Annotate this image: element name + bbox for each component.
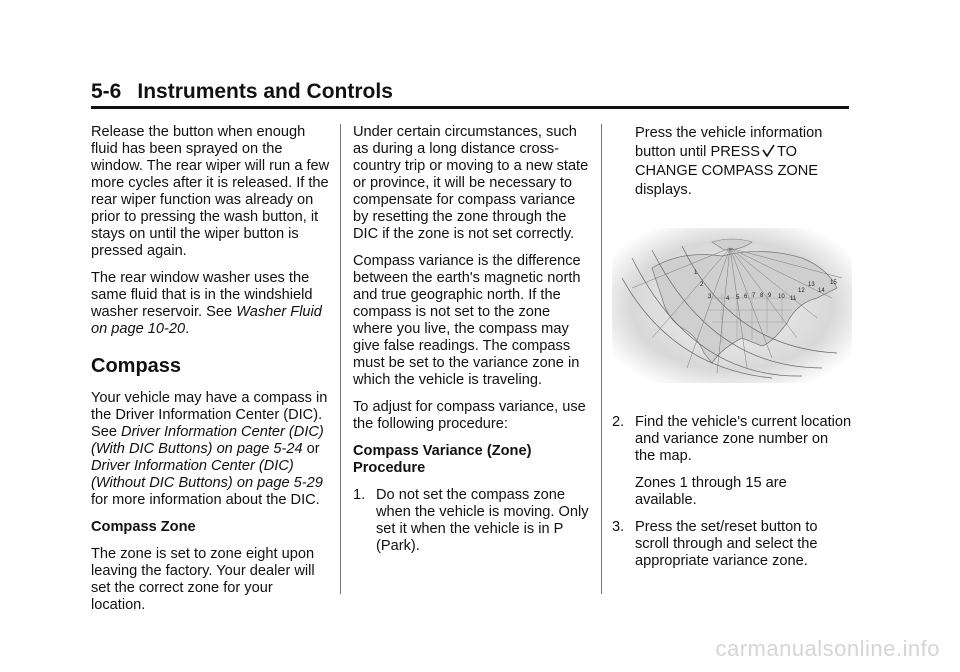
step-item <box>612 414 852 509</box>
dic-with-buttons-link[interactable]: Driver Information Center (DIC) (With DIC Buttons) on page 5-24 <box>91 424 324 457</box>
dic-without-buttons-link[interactable]: Driver Information Center (DIC) (Without DIC Buttons) on page 5-29 <box>91 458 323 491</box>
checkmark-icon <box>762 143 775 162</box>
zone-label: 1 <box>694 270 698 276</box>
step-note: Zones 1 through 15 are available. <box>635 475 787 508</box>
paragraph: To adjust for compass variance, use the following procedure: <box>353 399 586 432</box>
page-header <box>91 80 849 104</box>
procedure-steps <box>353 487 593 555</box>
compass-zone-map <box>612 228 852 383</box>
step-number: 1. <box>353 487 366 503</box>
step-text: Press the set/reset button to scroll through and select the appropriate variance zone. <box>635 519 818 569</box>
step-number: 3. <box>612 519 625 535</box>
paragraph <box>91 270 331 338</box>
text: Press the vehicle information button until PRESS <box>635 125 823 160</box>
step-text: Find the vehicle's current location and variance zone number on the map. <box>635 414 852 464</box>
header-rule <box>91 106 849 109</box>
watermark: carmanualsonline.info <box>715 636 940 661</box>
paragraph <box>612 124 852 200</box>
zone-label: 15 <box>830 280 837 286</box>
column-2 <box>353 124 593 565</box>
paragraph <box>91 390 331 509</box>
paragraph: Release the button when enough fluid has been sprayed on the window. The rear wiper will run a few more cycles after it is released. If the rear wiper function was already on prior to pressing the wash button, it stays on until the wiper button is pressed again. <box>91 124 330 259</box>
zone-label: 13 <box>808 282 815 288</box>
column-1 <box>91 124 331 624</box>
text: or <box>302 441 320 457</box>
paragraph: The zone is set to zone eight upon leaving the factory. Your dealer will set the correct zone for your location. <box>91 546 315 613</box>
subheading: Compass Zone <box>91 519 196 535</box>
step-item <box>353 487 593 555</box>
header-text <box>91 80 849 104</box>
column-divider <box>601 124 602 594</box>
zone-label: 5 <box>736 295 740 301</box>
zone-label: 14 <box>818 288 825 294</box>
zone-label: 9 <box>768 293 772 299</box>
zone-label: 11 <box>790 296 797 302</box>
zone-label: 4 <box>726 296 730 302</box>
step-number: 2. <box>612 414 625 430</box>
procedure-steps <box>612 414 852 570</box>
zone-label: 2 <box>700 282 704 288</box>
paragraph: Compass variance is the difference between the earth's magnetic north and true geographic north. If the compass is not set to the zone where you live, the compass may give false readings. The compass must be set to the variance zone in which the vehicle is traveling. <box>353 253 581 388</box>
chapter-title: Instruments and Controls <box>137 80 393 103</box>
column-3-steps <box>612 414 852 580</box>
text: . <box>185 321 190 337</box>
zone-label: 10 <box>778 294 785 300</box>
zone-label: 12 <box>798 288 805 294</box>
text: for more information about the DIC. <box>91 492 320 508</box>
step-text: Do not set the compass zone when the vehicle is moving. Only set it when the vehicle is in P (Park). <box>376 487 589 554</box>
text: Your vehicle may have a compass in the Driver Information Center (DIC). See <box>91 390 328 440</box>
zone-label: 3 <box>708 294 712 300</box>
subheading: Compass Variance (Zone) Procedure <box>353 443 532 476</box>
zone-label: 7 <box>752 293 756 299</box>
text: TO CHANGE COMPASS ZONE displays. <box>635 144 818 198</box>
washer-fluid-link[interactable]: Washer Fluid on page 10-20 <box>91 304 322 337</box>
zone-label: 8 <box>760 293 764 299</box>
page-number: 5-6 <box>91 80 122 103</box>
paragraph: Under certain circumstances, such as during a long distance cross-country trip or moving to a new state or province, it will be necessary to compensate for compass variance by resetting the zone through the DIC if the zone is not set correctly. <box>353 124 589 242</box>
step-item <box>612 519 852 570</box>
text: The rear window washer uses the same fluid that is in the windshield washer reservoir. See <box>91 270 313 320</box>
section-title: Compass <box>91 355 182 377</box>
column-divider <box>340 124 341 594</box>
column-3 <box>612 124 852 210</box>
zone-label: 6 <box>744 294 748 300</box>
